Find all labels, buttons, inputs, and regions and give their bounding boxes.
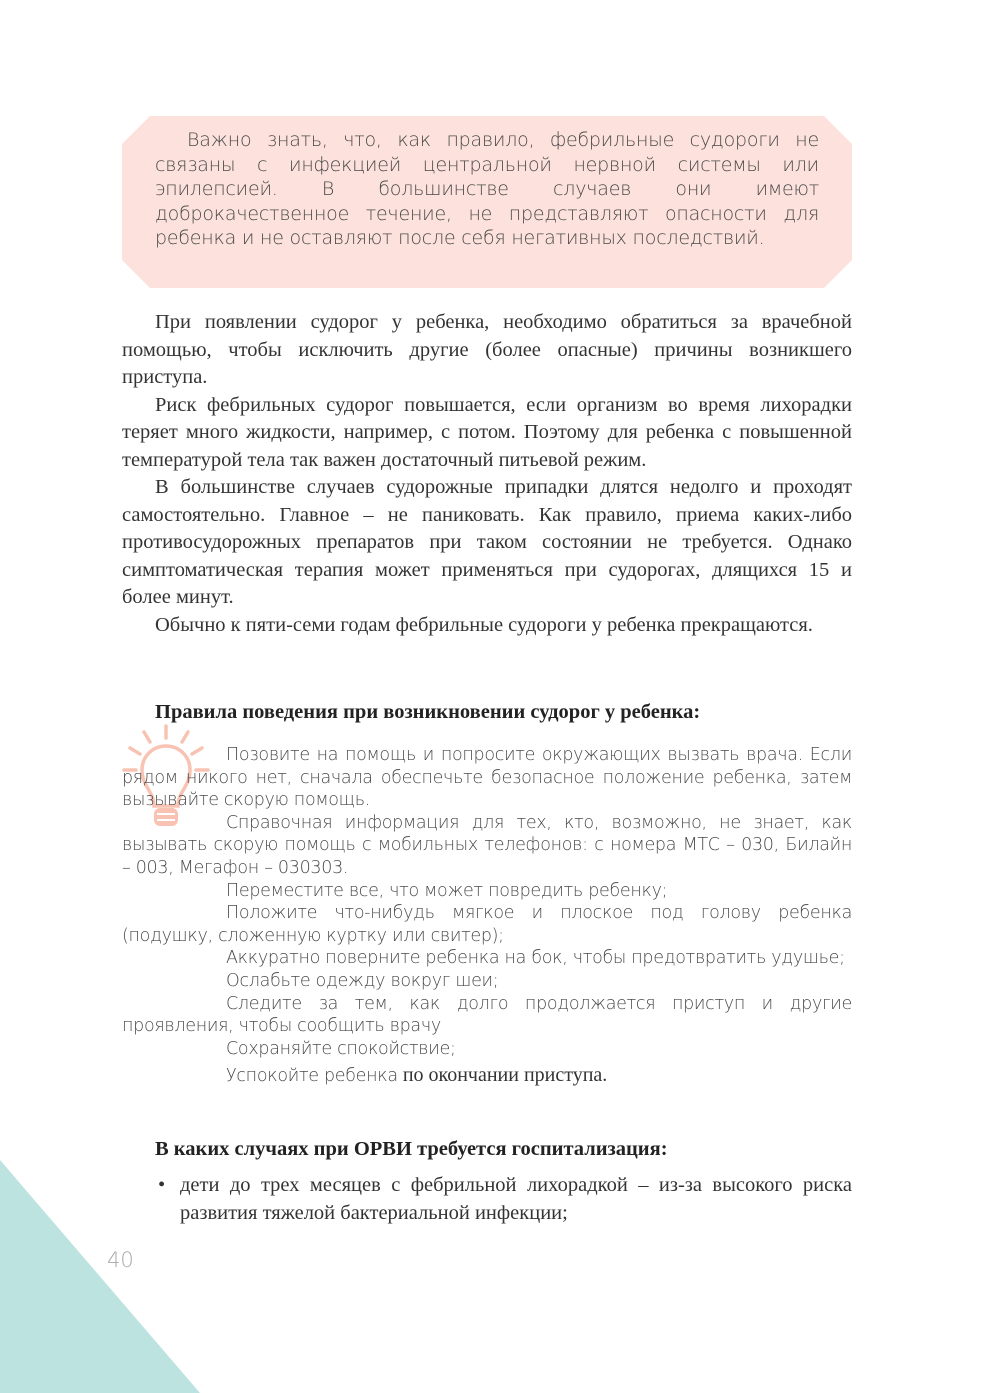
rule-item-last xyxy=(122,1064,852,1088)
rule-item-last-start: Успокойте ребенка xyxy=(226,1066,398,1087)
list-item xyxy=(158,1172,852,1227)
page-number: 40 xyxy=(107,1248,134,1272)
rule-item: Аккуратно поверните ребенка на бок, чтобы предотвратить удушье; xyxy=(226,948,845,969)
orvi-list xyxy=(158,1172,852,1227)
paragraph: При появлении судорог у ребенка, необходимо обратиться за врачебной помощью, чтобы исключить другие (более опасные) причины возникшего приступа. xyxy=(122,311,852,388)
rule-item: Переместите все, что может повредить ребенку; xyxy=(226,880,668,901)
rule-item: Сохраняйте спокойствие; xyxy=(226,1038,456,1059)
rules-heading: Правила поведения при возникновении судорог у ребенка: xyxy=(155,701,701,723)
paragraph: Обычно к пяти-семи годам фебрильные судороги у ребенка прекращаются. xyxy=(155,613,813,636)
paragraph: В большинстве случаев судорожные припадки длятся недолго и проходят самостоятельно. Главное – не паниковать. Как правило, приема каких-либо противосудорожных препаратов при таком состоянии не требуется. Однако симптоматическая терапия может применяться при судорогах, длящихся 15 и более минут. xyxy=(122,476,852,608)
callout-text: Важно знать, что, как правило, фебрильные судороги не связаны с инфекцией центральной нервной системы или эпилепсией. В большинстве случаев они имеют доброкачественное течение, не представляют опасности для ребенка и не оставляют после себя негативных последствий. xyxy=(155,129,819,250)
rule-item: Справочная информация для тех, кто, возможно, не знает, как вызывать скорую помощь с мобильных телефонов: с номера МТС – 030, Билайн – 003, Мегафон – 030303. xyxy=(122,812,852,878)
paragraph: Риск фебрильных судорог повышается, если организм во время лихорадки теряет много жидкости, например, с потом. Поэтому для ребенка с повышенной температурой тела так важен достаточный питьевой режим. xyxy=(122,393,852,471)
rule-item: Позовите на помощь и попросите окружающих вызвать врача. Если рядом никого нет, сначала обеспечьте безопасное положение ребенка, затем вызывайте скорую помощь. xyxy=(122,745,852,811)
rule-item: Ослабьте одежду вокруг шеи; xyxy=(226,970,499,991)
rules-list xyxy=(122,744,852,1088)
rule-item: Следите за тем, как долго продолжается приступ и другие проявления, чтобы сообщить врачу xyxy=(122,993,852,1037)
body-text xyxy=(122,309,852,639)
rule-item-last-end: по окончании приступа. xyxy=(397,1064,608,1087)
orvi-heading: В каких случаях при ОРВИ требуется госпитализация: xyxy=(155,1138,668,1160)
bullet-icon: • xyxy=(158,1174,166,1196)
list-item-text: дети до трех месяцев с фебрильной лихорадкой – из-за высокого риска развития тяжелой бактериальной инфекции; xyxy=(180,1174,852,1224)
rule-item: Положите что-нибудь мягкое и плоское под голову ребенка (подушку, сложенную куртку или свитер); xyxy=(122,903,852,946)
